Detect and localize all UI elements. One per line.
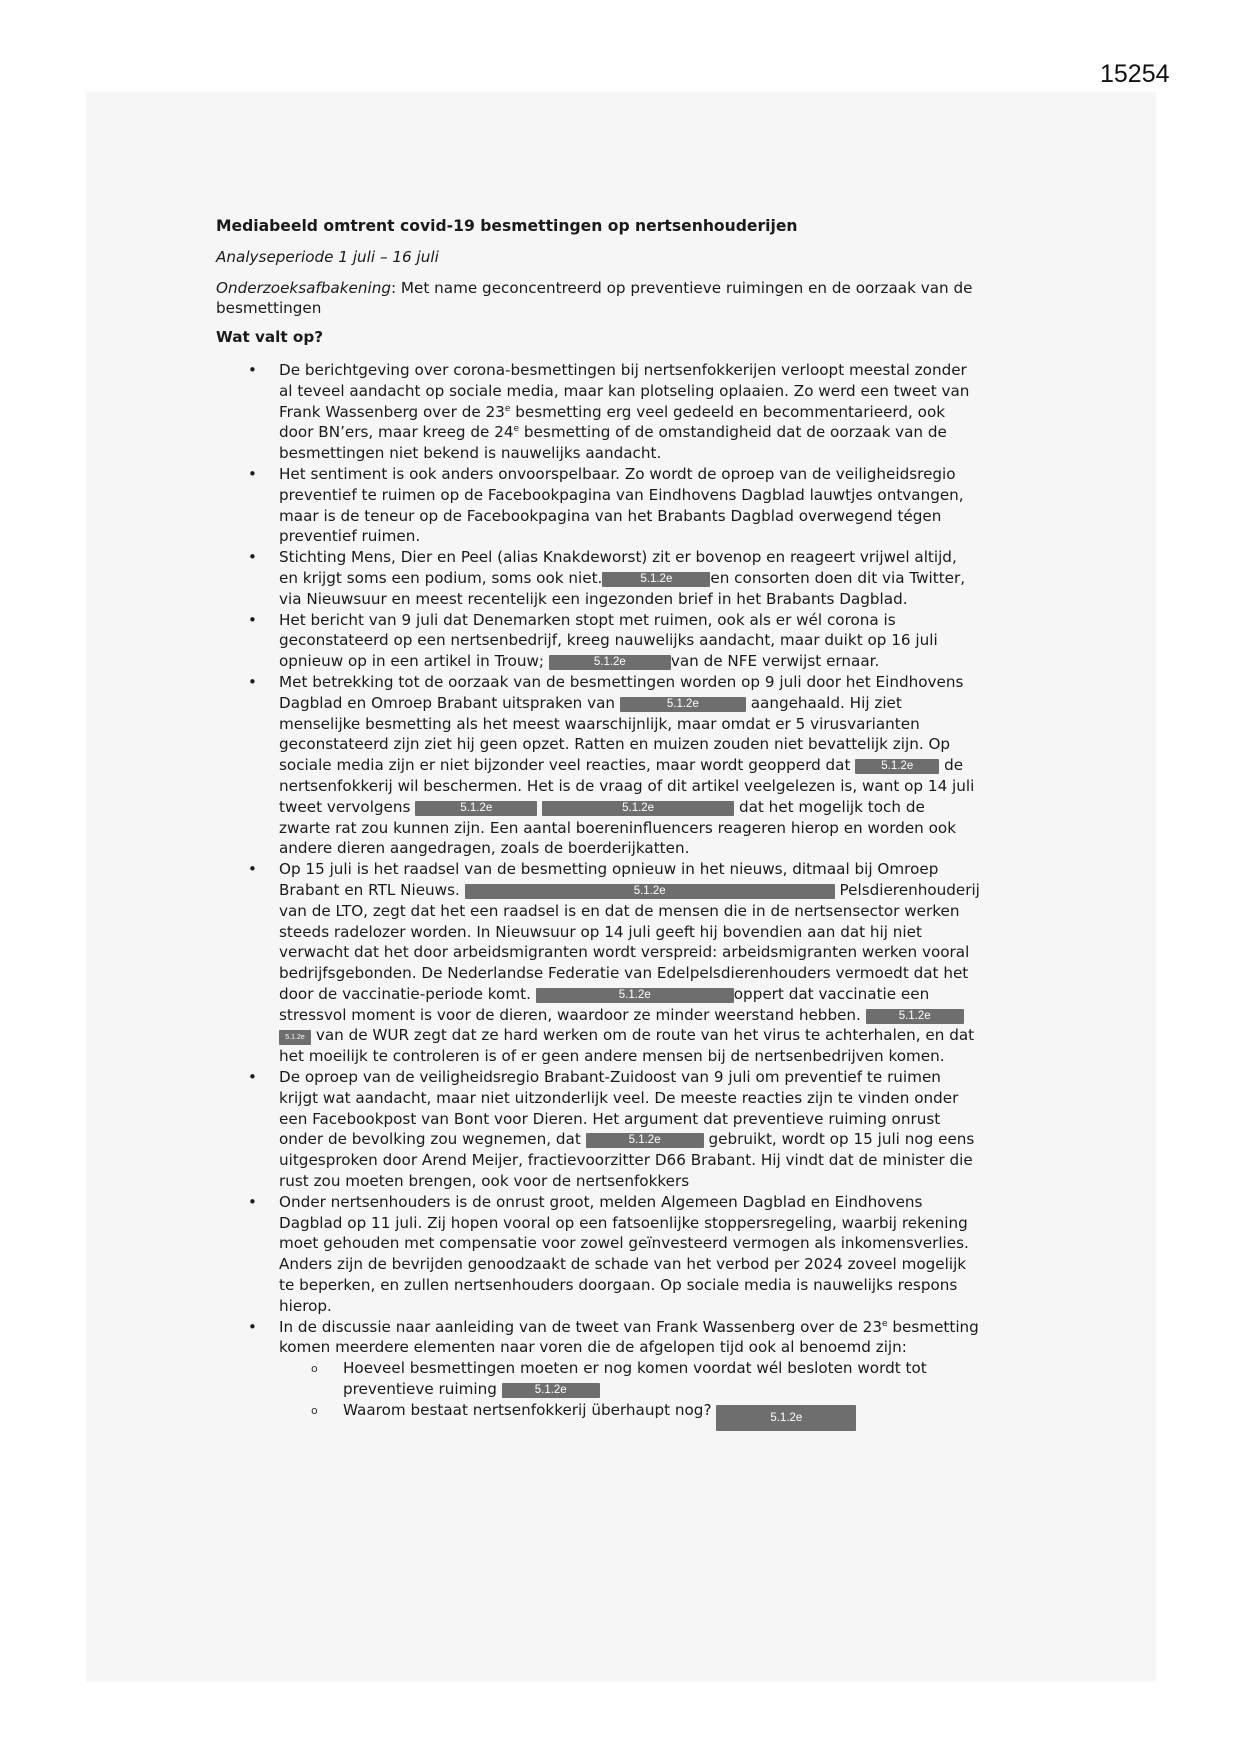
list-item [216, 360, 1026, 464]
text-line: sociale media zijn er niet bijzonder veel reacties, maar wordt geopperd dat 5.1.2e de [279, 756, 964, 775]
text-line: nertsenfokkerij wil beschermen. Het is de vraag of dit artikel veelgelezen is, want op 14 juli [279, 776, 975, 795]
document-title: Mediabeeld omtrent covid-19 besmettingen op nertsenhouderijen [216, 217, 798, 235]
text-line: • Onder nertsenhouders is de onrust groot, melden Algemeen Dagblad en Eindhovens [279, 1192, 923, 1211]
text-line: door de vaccinatie-periode komt. 5.1.2e oppert dat vaccinatie een [279, 984, 930, 1003]
text-line: • De oproep van de veiligheidsregio Brabant-Zuidoost van 9 juli om preventief te ruimen [279, 1068, 941, 1087]
redaction-box: 5.1.2e [866, 1009, 964, 1024]
text-line: Brabant en RTL Nieuws. 5.1.2e Pelsdierenhouderij [279, 880, 980, 899]
redaction-box: 5.1.2e [549, 655, 671, 670]
text-line: 5.1.2e van de WUR zegt dat ze hard werken om de route van het virus te achterhalen, en dat [279, 1025, 1026, 1046]
text-line: geconstateerd op een nertsenbedrijf, kreeg nauwelijks aandacht, maar duikt op 16 juli [279, 631, 938, 650]
text-line: het moeilijk te controleren is of er geen andere mensen bij de nertsenbedrijven komen. [279, 1047, 945, 1066]
text-line: steeds radelozer worden. In Nieuwsuur op 14 juli geeft hij bovendien aan dat hij niet [279, 922, 922, 941]
text-line: • De berichtgeving over corona-besmettingen bij nertsenfokkerijen verloopt meestal zonder [279, 360, 967, 379]
text-line: Frank Wassenberg over de 23e besmetting erg veel gedeeld en becommentarieerd, ook [279, 402, 946, 421]
text-line: andere dieren aangedragen, zoals de boerderijkatten. [279, 839, 690, 858]
text-line: besmettingen niet bekend is nauwelijks aandacht. [279, 444, 662, 463]
text-line: door BN’ers, maar kreeg de 24e besmetting of de omstandigheid dat de oorzaak van de [279, 423, 947, 442]
text-line: bedrijfsgebonden. De Nederlandse Federatie van Edelpelsdierenhouders vermoedt dat het [279, 964, 969, 983]
text-line: o Hoeveel besmettingen moeten er nog komen voordat wél besloten wordt tot [343, 1359, 927, 1378]
list-item [216, 1067, 1026, 1192]
text-line: via Nieuwsuur en meest recentelijk een ingezonden brief in het Brabants Dagblad. [279, 589, 908, 608]
text-line: Anders zijn de bevrijden genoodzaakt de schade van het verbod per 2024 zoveel mogelijk [279, 1255, 967, 1274]
redaction-box: 5.1.2e [586, 1133, 704, 1148]
text-line: menselijke besmetting als het meest waarschijnlijk, maar omdat er 5 virusvarianten [279, 714, 920, 733]
list-item [216, 672, 1026, 859]
sub-list [279, 1358, 1026, 1431]
text-line: • Stichting Mens, Dier en Peel (alias Knakdeworst) zit er bovenop en reageert vrijwel altijd, [279, 548, 957, 567]
redaction-box: 5.1.2e [502, 1383, 600, 1398]
text-line: hierop. [279, 1296, 332, 1315]
section-heading: Wat valt op? [216, 328, 324, 347]
redaction-box: 5.1.2e [716, 1405, 856, 1431]
list-item [216, 1192, 1026, 1317]
redaction-box: 5.1.2e [279, 1030, 311, 1045]
document-content [216, 216, 1026, 1431]
text-line: moet gehouden met compensatie voor zowel geïnvesteerd vermogen als inkomensverlies. [279, 1234, 969, 1253]
text-line: te beperken, en zullen nertsenhouders doorgaan. Op sociale media is nauwelijks respons [279, 1276, 958, 1295]
list-item [216, 859, 1026, 1067]
text-line: preventief ruimen. [279, 527, 421, 546]
scope-text: : Met name geconcentreerd op preventieve ruimingen en de oorzaak van de besmettingen [216, 278, 973, 318]
text-line: Dagblad en Omroep Brabant uitspraken van 5.1.2e aangehaald. Hij ziet [279, 693, 902, 712]
list-item [216, 464, 1026, 547]
redaction-box: 5.1.2e [602, 572, 710, 587]
redaction-box: 5.1.2e [415, 801, 537, 816]
text-line: zwarte rat zou kunnen zijn. Een aantal boereninfluencers reageren hierop en worden ook [279, 818, 957, 837]
text-line: preventieve ruiming 5.1.2e [343, 1379, 1026, 1400]
text-line: al teveel aandacht op sociale media, maar kan plotseling oplaaien. Zo werd een tweet van [279, 381, 970, 400]
text-line: krijgt wat aandacht, maar niet uitzonderlijk veel. De meeste reacties zijn te vinden onder [279, 1088, 959, 1107]
text-line: tweet vervolgens 5.1.2e 5.1.2e dat het mogelijk toch de [279, 797, 925, 816]
page-number: 15254 [1100, 60, 1170, 88]
redaction-box: 5.1.2e [542, 801, 734, 816]
text-line: komen meerdere elementen naar voren die de afgelopen tijd ook al benoemd zijn: [279, 1338, 907, 1357]
list-item [216, 610, 1026, 672]
sub-list-item [279, 1400, 1026, 1431]
text-line: preventief te ruimen op de Facebookpagina van Eindhovens Dagblad lauwtjes ontvangen, [279, 485, 964, 504]
text-line: stressvol moment is voor de dieren, waardoor ze minder weerstand hebben. 5.1.2e [279, 1005, 1026, 1026]
text-line: o Waarom bestaat nertsenfokkerij überhaupt nog? 5.1.2e [343, 1400, 1026, 1431]
research-scope [216, 278, 1026, 320]
text-line: • Het sentiment is ook anders onvoorspelbaar. Zo wordt de oproep van de veiligheidsregio [279, 464, 956, 483]
redaction-box: 5.1.2e [465, 884, 835, 899]
text-line: onder de bevolking zou wegnemen, dat 5.1.2e gebruikt, wordt op 15 juli nog eens [279, 1130, 975, 1149]
list-item [216, 547, 1026, 609]
sub-list-item [279, 1358, 1026, 1400]
text-line: • Het bericht van 9 juli dat Denemarken stopt met ruimen, ook als er wél corona is [279, 610, 896, 629]
analysis-period: Analyseperiode 1 juli – 16 juli [216, 247, 439, 266]
text-line: van de LTO, zegt dat het een raadsel is en dat de mensen die in de nertsensector werken [279, 901, 960, 920]
text-line: maar is de teneur op de Facebookpagina van het Brabants Dagblad overwegend tégen [279, 506, 942, 525]
text-line: Dagblad op 11 juli. Zij hopen vooral op een fatsoenlijke stoppersregeling, waarbij rekening [279, 1213, 968, 1232]
text-line: verwacht dat het door arbeidsmigranten wordt verspreid: arbeidsmigranten werken vooral [279, 943, 970, 962]
text-line: geconstateerd zijn ziet hij geen opzet. Ratten en muizen zouden niet bevattelijk zijn. Op [279, 735, 951, 754]
observation-list [216, 360, 1026, 1431]
text-line: opnieuw op in een artikel in Trouw; 5.1.2e van de NFE verwijst ernaar. [279, 652, 880, 671]
list-item [216, 1317, 1026, 1431]
text-line: • Met betrekking tot de oorzaak van de besmettingen worden op 9 juli door het Eindhovens [279, 672, 964, 691]
text-line: rust zou moeten brengen, ook voor de nertsenfokkers [279, 1172, 690, 1191]
redaction-box: 5.1.2e [855, 759, 939, 774]
text-line: en krijgt soms een podium, soms ook niet. 5.1.2e en consorten doen dit via Twitter, [279, 568, 966, 587]
redaction-box: 5.1.2e [536, 988, 734, 1003]
text-line: • In de discussie naar aanleiding van de tweet van Frank Wassenberg over de 23e besmetting [279, 1317, 979, 1336]
text-line: uitgesproken door Arend Meijer, fractievoorzitter D66 Brabant. Hij vindt dat de minister die [279, 1151, 973, 1170]
text-line: • Op 15 juli is het raadsel van de besmetting opnieuw in het nieuws, ditmaal bij Omroep [279, 860, 939, 879]
redaction-box: 5.1.2e [620, 697, 746, 712]
scope-label: Onderzoeksafbakening [216, 278, 391, 297]
text-line: een Facebookpost van Bont voor Dieren. Het argument dat preventieve ruiming onrust [279, 1109, 941, 1128]
